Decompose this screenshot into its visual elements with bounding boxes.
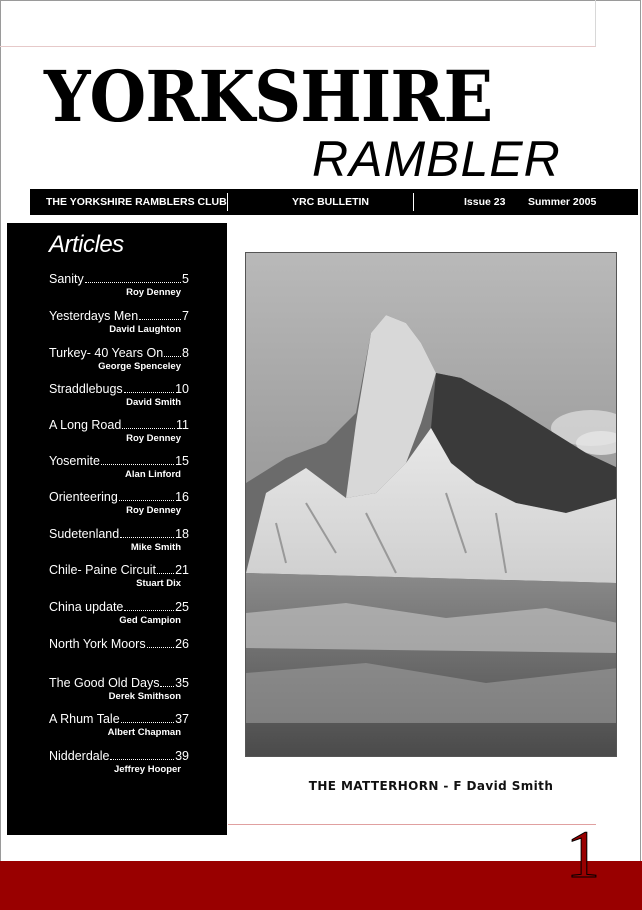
toc-dot-leader — [147, 637, 175, 648]
toc-line — [49, 749, 189, 764]
toc-page-number: 39 — [175, 749, 189, 763]
articles-heading: Articles — [49, 231, 124, 258]
toc-dot-leader — [120, 527, 174, 538]
top-frame — [0, 0, 596, 47]
toc-item — [49, 382, 189, 409]
toc-dot-leader — [121, 712, 174, 723]
footer-bar — [0, 861, 642, 910]
toc-dot-leader — [110, 749, 174, 760]
toc-author: Ged Campion — [119, 615, 181, 626]
toc-page-number: 25 — [175, 600, 189, 614]
toc-line — [49, 490, 189, 505]
toc-item — [49, 676, 189, 703]
toc-line — [49, 600, 189, 615]
mountain-image — [246, 253, 617, 757]
toc-title: Yesterdays Men — [49, 309, 139, 323]
toc-title: Yosemite — [49, 454, 100, 468]
toc-author: Mike Smith — [130, 542, 181, 553]
toc-page-number: 21 — [175, 563, 189, 577]
toc-author: Jeffrey Hooper — [113, 764, 181, 775]
toc-dot-leader — [124, 600, 174, 611]
toc-title: Straddlebugs — [49, 382, 123, 396]
toc-page-number: 18 — [175, 527, 189, 541]
toc-author: Stuart Dix — [136, 578, 181, 589]
header-divider — [227, 193, 228, 211]
toc-line — [49, 418, 189, 433]
toc-author: Alan Linford — [125, 469, 181, 480]
toc-line — [49, 454, 189, 469]
toc-dot-leader — [101, 454, 174, 465]
photo-caption: THE MATTERHORN - F David Smith — [308, 779, 554, 793]
issue-season: Summer 2005 — [528, 196, 597, 208]
toc-page-number: 5 — [182, 272, 189, 286]
toc-page-number: 16 — [175, 490, 189, 504]
toc-item — [49, 454, 189, 481]
toc-item — [49, 272, 189, 299]
toc-dot-leader — [85, 272, 181, 283]
toc-title: Sudetenland — [49, 527, 120, 541]
toc-page-number: 10 — [175, 382, 189, 396]
toc-item — [49, 309, 189, 336]
toc-item — [49, 637, 189, 652]
toc-title: Sanity — [49, 272, 84, 286]
header-divider — [413, 193, 414, 211]
toc-dot-leader — [122, 418, 175, 429]
toc-page-number: 8 — [182, 346, 189, 360]
toc-dot-leader — [119, 490, 174, 501]
toc-dot-leader — [160, 676, 174, 687]
toc-line — [49, 637, 189, 652]
toc-page-number: 15 — [175, 454, 189, 468]
toc-title: A Long Road — [49, 418, 122, 432]
bulletin-label: YRC BULLETIN — [292, 196, 369, 208]
toc-item — [49, 490, 189, 517]
toc-title: Chile- Paine Circuit — [49, 563, 156, 577]
toc-title: The Good Old Days — [49, 676, 160, 690]
matterhorn-photo — [245, 252, 617, 757]
toc-author: Roy Denney — [126, 505, 181, 516]
masthead-title: YORKSHIRE — [44, 55, 493, 138]
articles-sidebar — [7, 223, 227, 835]
header-bar — [30, 189, 638, 215]
toc-page-number: 7 — [182, 309, 189, 323]
toc-author: Roy Denney — [126, 287, 181, 298]
toc-item — [49, 600, 189, 627]
issue-number: Issue 23 — [464, 196, 506, 208]
toc-item — [49, 712, 189, 739]
toc-author: Roy Denney — [126, 433, 181, 444]
toc-author: Albert Chapman — [107, 727, 181, 738]
toc-line — [49, 382, 189, 397]
toc-item — [49, 346, 189, 373]
toc-item — [49, 563, 189, 590]
toc-title: A Rhum Tale — [49, 712, 120, 726]
toc-item — [49, 749, 189, 776]
toc-author: Derek Smithson — [108, 691, 181, 702]
toc-line — [49, 676, 189, 691]
toc-item — [49, 418, 189, 445]
toc-title: Turkey- 40 Years On — [49, 346, 164, 360]
toc-line — [49, 346, 189, 361]
toc-dot-leader — [139, 309, 181, 320]
toc-line — [49, 272, 189, 287]
toc-author: David Laughton — [109, 324, 181, 335]
page-number: 1 — [566, 816, 600, 892]
toc-line — [49, 563, 189, 578]
toc-author: David Smith — [126, 397, 181, 408]
toc-dot-leader — [164, 346, 181, 357]
toc-item — [49, 527, 189, 554]
toc-dot-leader — [157, 563, 174, 574]
toc-title: Orienteering — [49, 490, 118, 504]
toc-page-number: 37 — [175, 712, 189, 726]
toc-author: George Spenceley — [98, 361, 181, 372]
toc-page-number: 11 — [176, 418, 189, 432]
masthead-subtitle: RAMBLER — [312, 131, 561, 187]
toc-page-number: 35 — [175, 676, 189, 690]
toc-line — [49, 712, 189, 727]
club-name: THE YORKSHIRE RAMBLERS CLUB — [46, 196, 227, 208]
toc-line — [49, 527, 189, 542]
toc-dot-leader — [124, 382, 174, 393]
toc-page-number: 26 — [175, 637, 189, 651]
toc-line — [49, 309, 189, 324]
toc-title: China update — [49, 600, 124, 614]
toc-title: Nidderdale — [49, 749, 110, 763]
toc-title: North York Moors — [49, 637, 146, 651]
bottom-rule — [228, 824, 596, 825]
